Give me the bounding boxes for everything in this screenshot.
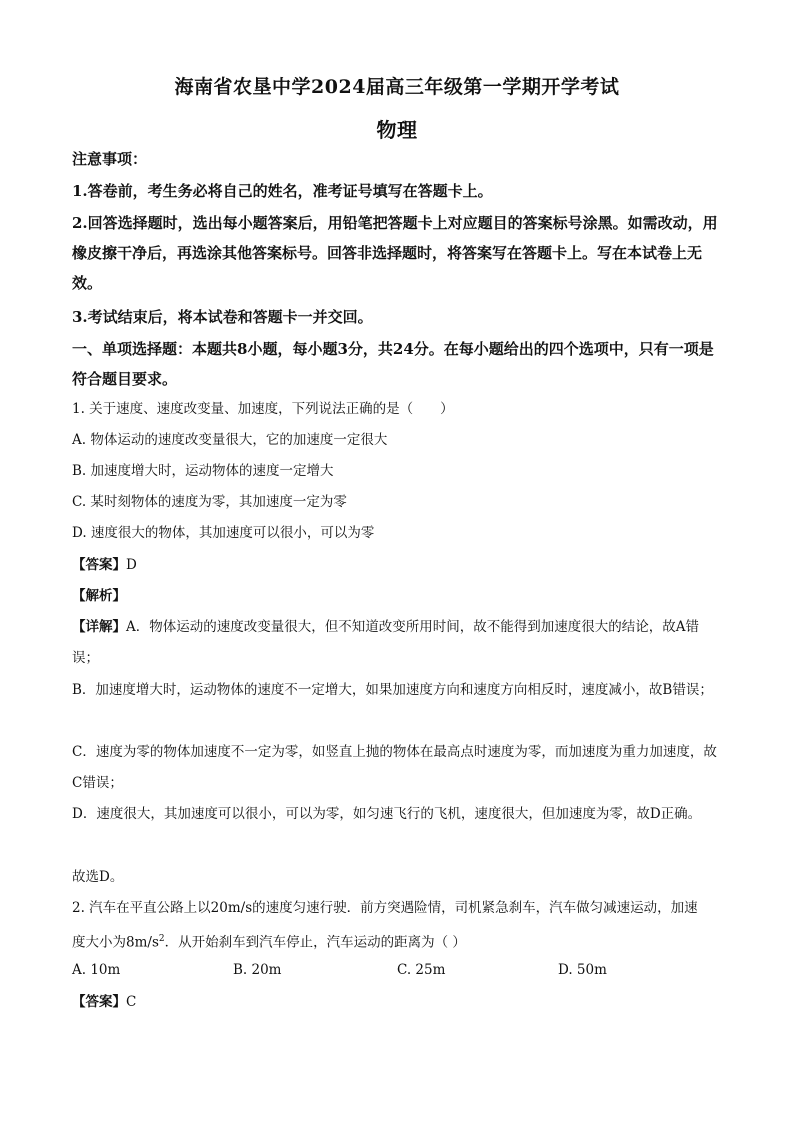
q2-option-d: D. 50m: [558, 962, 607, 978]
answer-label: 【答案】: [72, 557, 126, 573]
note-item-2: 2.回答选择题时，选出每小题答案后，用铅笔把答题卡上对应题目的答案标号涂黑。如需改动，用橡皮擦干净后，再选涂其他答案标号。回答非选择题时，将答案写在答题卡上。写在本试卷上无效。: [72, 214, 718, 292]
note-item-1: 1.答卷前，考生务必将自己的姓名，准考证号填写在答题卡上。: [72, 182, 493, 200]
q1-stem: 1. 关于速度、速度改变量、加速度，下列说法正确的是（ ）: [72, 401, 454, 417]
q1-answer: [72, 550, 724, 581]
detail-label: 【详解】: [72, 619, 126, 635]
q2-option-a: A. 10m: [72, 962, 121, 978]
note-item-3: 3.考试结束后，将本试卷和答题卡一并交回。: [72, 308, 373, 326]
exam-subject: 物理: [376, 118, 418, 142]
detail-a-text: A．物体运动的速度改变量很大，但不知道改变所用时间，故不能得到加速度很大的结论，故A错误；: [72, 619, 699, 666]
exam-title: 海南省农垦中学2024届高三年级第一学期开学考试: [174, 76, 620, 98]
q2-answer: [72, 987, 724, 1018]
q2-stem-line2: [72, 924, 724, 959]
q1-option-a: A. 物体运动的速度改变量很大，它的加速度一定很大: [72, 432, 388, 448]
q1-analysis-label: 【解析】: [72, 588, 126, 604]
notes-heading: 注意事项：: [72, 150, 148, 168]
answer-value: D: [126, 557, 137, 573]
q1-option-d: D. 速度很大的物体，其加速度可以很小，可以为零: [72, 525, 375, 541]
answer-label: 【答案】: [72, 994, 126, 1010]
q2-option-b: B. 20m: [233, 962, 282, 978]
q2-stem-post: ．从开始刹车到汽车停止，汽车运动的距离为（ ）: [164, 934, 466, 951]
q1-option-c: C. 某时刻物体的速度为零，其加速度一定为零: [72, 494, 347, 510]
q1-detail-b: B．加速度增大时，运动物体的速度不一定增大，如果加速度方向和速度方向相反时，速度减小，故B错误；: [72, 682, 713, 698]
q1-detail-c: C．速度为零的物体加速度不一定为零，如竖直上抛的物体在最高点时速度为零，而加速度为重力加速度，故C错误；: [72, 744, 717, 791]
q2-option-c: C. 25m: [397, 962, 446, 978]
q1-detail-a: [72, 612, 724, 674]
section-heading: 一、单项选择题：本题共8小题，每小题3分，共24分。在每小题给出的四个选项中，只有一项是符合题目要求。: [72, 340, 714, 388]
q2-stem-sup: 2: [158, 934, 165, 944]
q1-conclusion: 故选D。: [72, 869, 124, 885]
q1-detail-d: D．速度很大，其加速度可以很小，可以为零，如匀速飞行的飞机，速度很大，但加速度为零，故D正确。: [72, 806, 702, 822]
answer-value: C: [126, 994, 137, 1010]
q2-stem-pre: 度大小为8m/s: [72, 934, 159, 951]
q2-stem-line1: 2. 汽车在平直公路上以20m/s的速度匀速行驶．前方突遇险情，司机紧急刹车，汽车做匀减速运动，加速: [72, 900, 698, 916]
q1-option-b: B. 加速度增大时，运动物体的速度一定增大: [72, 463, 334, 479]
